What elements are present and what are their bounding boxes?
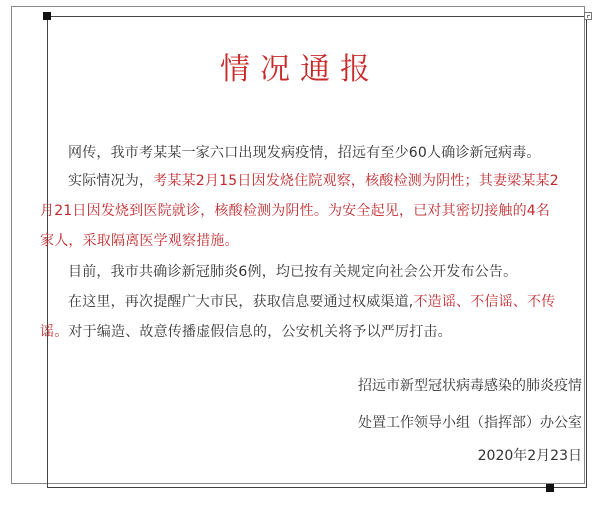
resize-handle-bottom-right[interactable] bbox=[546, 484, 554, 492]
facts-lead: 实际情况为， bbox=[68, 173, 154, 189]
resize-handle-top-left[interactable] bbox=[43, 12, 51, 20]
expand-icon[interactable] bbox=[584, 12, 592, 20]
reminder-lead: 在这里，再次提醒广大市民，获取信息要通过权威渠道, bbox=[68, 294, 414, 310]
paragraph-current-status: 目前，我市共确诊新冠肺炎6例，均已按有关规定向社会公开发布公告。 bbox=[68, 264, 518, 280]
reminder-slogan: 不造谣、不信谣、不传谣。 bbox=[40, 294, 556, 340]
facts-detail: 考某某2月15日因发烧住院观察，核酸检测为阴性；其妻梁某某2月21日因发烧到医院就诊，核酸检测为阴性。为安全起见，已对其密切接触的4名家人，采取隔离医学观察措施。 bbox=[40, 173, 559, 249]
signature-org-line1: 招远市新型冠状病毒感染的肺炎疫情 bbox=[358, 378, 582, 394]
signature-date: 2020年2月23日 bbox=[477, 448, 582, 464]
reminder-warning: 对于编造、故意传播虚假信息的，公安机关将予以严厉打击。 bbox=[68, 324, 452, 340]
paragraph-rumor: 网传，我市考某某一家六口出现发病疫情，招远有至少60人确诊新冠病毒。 bbox=[68, 145, 541, 161]
signature-org-line2: 处置工作领导小组（指挥部）办公室 bbox=[358, 415, 582, 431]
paragraph-facts bbox=[40, 166, 560, 256]
paragraph-reminder bbox=[40, 287, 560, 347]
notice-title: 情况通报 bbox=[220, 52, 380, 87]
